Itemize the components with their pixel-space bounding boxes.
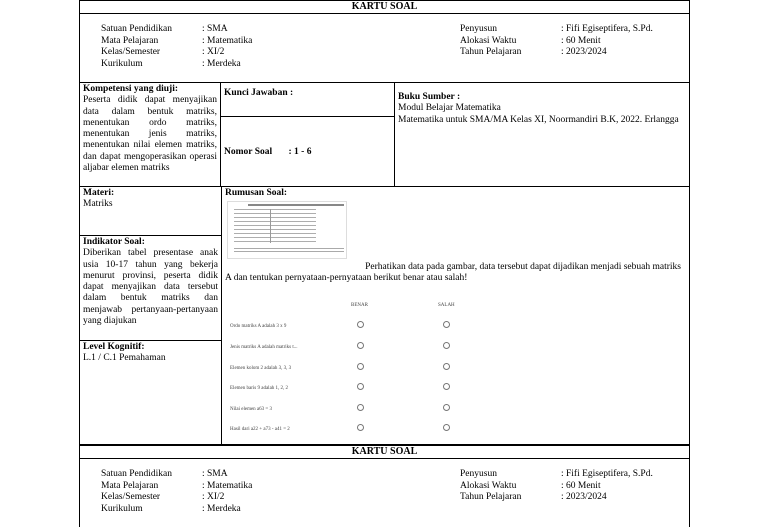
page (79, 0, 690, 527)
left-column (80, 187, 222, 444)
rumusan-prompt (222, 262, 684, 285)
indikator-title: Indikator Soal: (83, 237, 145, 247)
kunci-nomor-column (221, 83, 395, 186)
kompetensi-text: Peserta didik dapat menyajikan data dalam bentuk matriks, menentukan ordo matriks, menentukan jenis matriks, menentukan nilai elemen matriks, dan dapat mengoperasikan operasi aljabar elemen matriks (83, 95, 217, 174)
card-title-2: KARTU SOAL (80, 446, 689, 459)
data-table-image (227, 201, 347, 259)
radio-benar-1[interactable] (357, 321, 364, 328)
statement-4: Elemen baris 9 adalah 1, 2, 2 (230, 386, 289, 391)
value-alokasi-2: : 60 Menit (561, 480, 601, 491)
buku-cell (395, 83, 689, 186)
true-false-table (227, 297, 463, 442)
level-text: L.1 / C.1 Pemahaman (83, 353, 166, 364)
statement-3: Elemen kolom 2 adalah 3, 3, 3 (230, 366, 292, 371)
row-kompetensi (80, 83, 689, 187)
rumusan-title: Rumusan Soal: (225, 188, 288, 198)
kartu-soal-card-2 (79, 445, 690, 527)
kunci-title: Kunci Jawaban : (224, 88, 294, 98)
statement-2: Jenis matriks A adalah matriks t... (230, 345, 298, 350)
radio-benar-2[interactable] (357, 342, 364, 349)
kompetensi-title: Kompetensi yang diuji: (83, 84, 179, 94)
value-satuan: : SMA (202, 24, 228, 34)
value-penyusun: : Fifi Egiseptifera, S.Pd. (561, 24, 653, 34)
nomor-label: Nomor Soal (224, 147, 273, 157)
value-mapel-2: : Matematika (202, 480, 253, 491)
identity-section-2 (80, 459, 689, 527)
value-mapel: : Matematika (202, 35, 253, 46)
kompetensi-cell (80, 83, 221, 186)
radio-salah-6[interactable] (443, 424, 450, 431)
nomor-value: : 1 - 6 (288, 147, 312, 157)
value-kurikulum: : Merdeka (202, 58, 241, 69)
value-penyusun-2: : Fifi Egiseptifera, S.Pd. (561, 469, 653, 479)
radio-benar-3[interactable] (357, 363, 364, 370)
value-kurikulum-2: : Merdeka (202, 503, 241, 514)
kunci-cell (221, 83, 394, 117)
card-title: KARTU SOAL (80, 1, 689, 14)
radio-salah-2[interactable] (443, 342, 450, 349)
radio-benar-6[interactable] (357, 424, 364, 431)
radio-salah-3[interactable] (443, 363, 450, 370)
label-kelas-2: Kelas/Semester (101, 492, 161, 502)
value-kelas-2: : XI/2 (202, 492, 225, 502)
value-tahun: : 2023/2024 (561, 47, 607, 57)
identity-values-right-2 (561, 469, 653, 504)
buku-line1: Modul Belajar Matematika (398, 103, 501, 114)
radio-salah-1[interactable] (443, 321, 450, 328)
identity-labels-right-2 (460, 469, 521, 504)
value-satuan-2: : SMA (202, 469, 228, 479)
label-satuan-2: Satuan Pendidikan (101, 469, 172, 479)
identity-values-right (561, 24, 653, 59)
buku-title: Buku Sumber : (398, 92, 461, 102)
label-satuan: Satuan Pendidikan (101, 24, 172, 34)
label-tahun: Tahun Pelajaran (460, 47, 522, 57)
identity-labels-left (101, 24, 172, 70)
materi-title: Materi: (83, 188, 115, 198)
identity-labels-left-2 (101, 469, 172, 515)
materi-cell (80, 187, 221, 236)
identity-section (80, 14, 689, 83)
header-salah: SALAH (438, 303, 455, 308)
statement-6: Hasil dari a22 + a73 - a41 = 2 (230, 427, 290, 432)
identity-labels-right (460, 24, 521, 59)
label-penyusun-2: Penyusun (460, 469, 497, 479)
value-tahun-2: : 2023/2024 (561, 492, 607, 502)
label-kelas: Kelas/Semester (101, 47, 161, 57)
level-title: Level Kognitif: (83, 342, 145, 352)
identity-values-left-2 (202, 469, 252, 515)
label-kurikulum-2: Kurikulum (101, 503, 143, 514)
label-alokasi-2: Alokasi Waktu (460, 480, 517, 491)
radio-salah-5[interactable] (443, 404, 450, 411)
radio-salah-4[interactable] (443, 383, 450, 390)
statement-5: Nilai elemen a63 = 3 (230, 407, 272, 412)
row-soal (80, 187, 689, 445)
materi-text: Matriks (83, 199, 113, 210)
kartu-soal-card (79, 0, 690, 445)
label-tahun-2: Tahun Pelajaran (460, 492, 522, 502)
buku-line2: Matematika untuk SMA/MA Kelas XI, Noormandiri B.K, 2022. Erlangga (398, 114, 679, 125)
value-alokasi: : 60 Menit (561, 35, 601, 46)
prompt-line2: A dan tentukan pernyataan-pernyataan berikut benar atau salah! (225, 273, 468, 284)
label-mapel: Mata Pelajaran (101, 35, 159, 46)
label-mapel-2: Mata Pelajaran (101, 480, 159, 491)
level-cell (80, 341, 221, 444)
indikator-cell (80, 236, 221, 341)
indikator-text: Diberikan tabel presentase anak usia 10-17 tahun yang bekerja menurut provinsi, peserta didik dapat menyajikan data tersebut dalam bentuk matriks dan menjawab pertanyaan-pertanyaan yang diajukan (83, 248, 218, 327)
label-alokasi: Alokasi Waktu (460, 35, 517, 46)
label-penyusun: Penyusun (460, 24, 497, 34)
identity-values-left (202, 24, 252, 70)
radio-benar-5[interactable] (357, 404, 364, 411)
header-benar: BENAR (351, 303, 368, 308)
rumusan-cell (222, 187, 689, 444)
value-kelas: : XI/2 (202, 47, 225, 57)
prompt-line1: Perhatikan data pada gambar, data tersebut dapat dijadikan menjadi sebuah matriks (365, 262, 681, 272)
label-kurikulum: Kurikulum (101, 58, 143, 69)
radio-benar-4[interactable] (357, 383, 364, 390)
statement-1: Ordo matriks A adalah 3 x 9 (230, 324, 287, 329)
nomor-cell (221, 117, 394, 186)
